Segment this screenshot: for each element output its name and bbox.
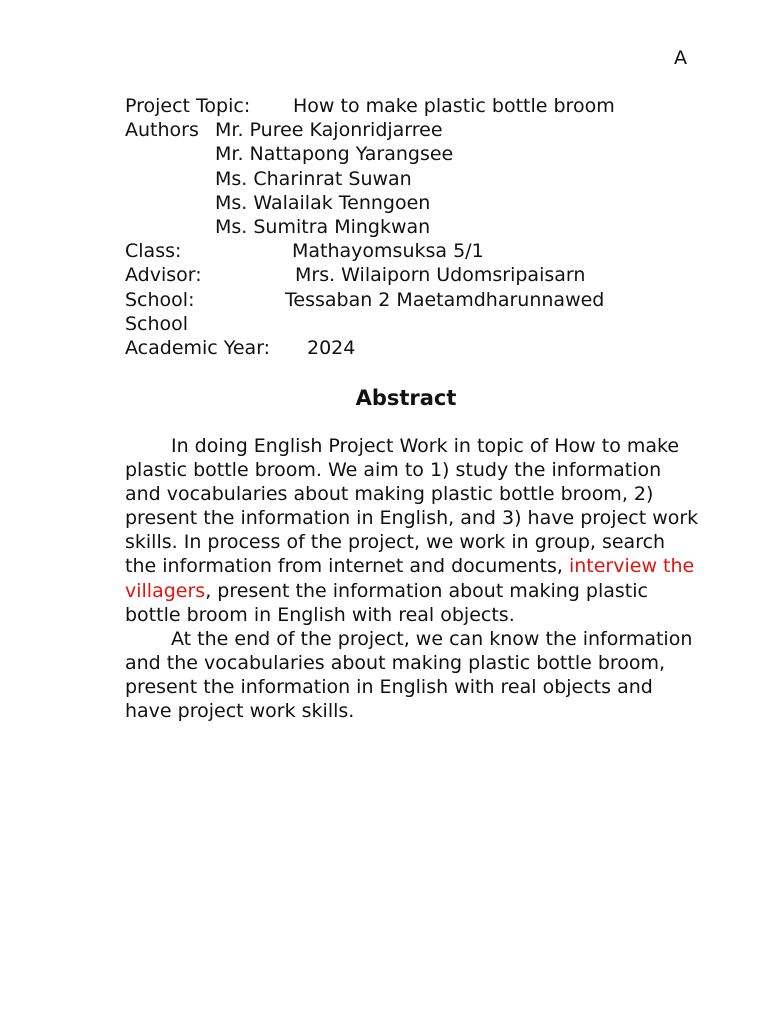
authors-row [125, 215, 705, 239]
abstract-p1-text-end: , present the information about making plastic bottle broom in English with real objects. [125, 579, 648, 626]
school-label: School: [125, 288, 195, 311]
class-label: Class: [125, 240, 182, 263]
authors-row [125, 118, 705, 142]
abstract-body [125, 434, 700, 723]
author-name: Ms. Charinrat Suwan [215, 167, 412, 190]
author-name: Mr. Nattapong Yarangsee [215, 143, 454, 166]
advisor-label: Advisor: [125, 264, 202, 287]
project-info [125, 94, 705, 360]
year-row [125, 336, 705, 360]
year-label: Academic Year: [125, 336, 271, 359]
school-value-cont: School [125, 312, 189, 335]
school-value: Tessaban 2 Maetamdharunnawed [285, 288, 605, 311]
page-letter: A [674, 47, 687, 69]
authors-row [125, 191, 705, 215]
topic-row [125, 94, 705, 118]
highlighted-phrase: interview the villagers [125, 555, 695, 602]
year-value: 2024 [307, 336, 356, 359]
topic-value: How to make plastic bottle broom [293, 95, 615, 117]
topic-label: Project Topic: [125, 95, 251, 117]
abstract-heading: Abstract [355, 386, 457, 410]
advisor-value: Mrs. Wilaiporn Udomsripaisarn [295, 264, 586, 287]
abstract-paragraph [125, 434, 700, 627]
authors-row [125, 167, 705, 191]
school-row-cont [125, 312, 705, 336]
author-name: Mr. Puree Kajonridjarree [215, 119, 443, 142]
class-row [125, 239, 705, 263]
authors-label: Authors [125, 119, 199, 142]
abstract-p1-text: In doing English Project Work in topic of How to make plastic bottle broom. We aim to 1) study the information and vocabularies about making plastic bottle broom, 2) present the information in English, and 3) have project work skills. In process of the project, we work in group, search the information from internet and documents, [125, 435, 699, 578]
school-row [125, 288, 705, 312]
author-name: Ms. Walailak Tenngoen [215, 191, 431, 214]
authors-row [125, 142, 705, 166]
advisor-row [125, 263, 705, 287]
author-name: Ms. Sumitra Mingkwan [215, 215, 431, 238]
abstract-paragraph: At the end of the project, we can know the information and the vocabularies about making plastic bottle broom, present the information in English with real objects and have project work skills. [125, 627, 693, 723]
class-value: Mathayomsuksa 5/1 [292, 240, 484, 263]
